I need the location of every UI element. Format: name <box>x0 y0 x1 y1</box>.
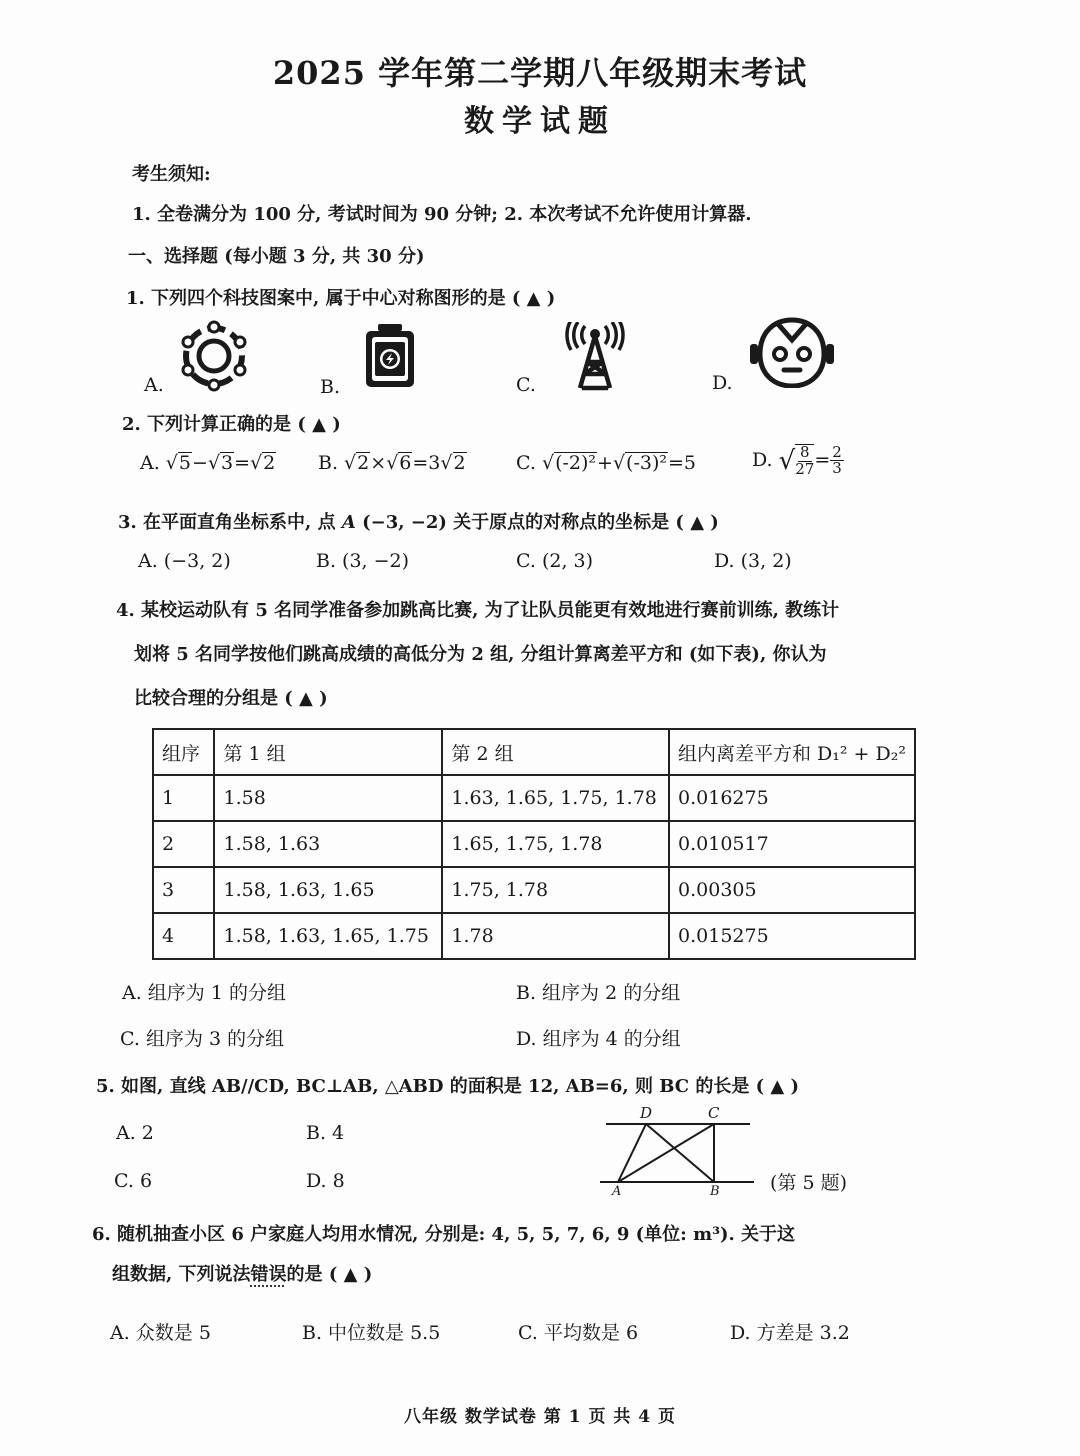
table-cell: 1.75, 1.78 <box>442 867 669 913</box>
q6-option-c: C. 平均数是 6 <box>518 1322 639 1344</box>
table-cell: 0.00305 <box>669 867 915 913</box>
q3-option-c: C. (2, 3) <box>516 550 594 572</box>
q5-label-b: B <box>710 1184 720 1199</box>
q5-label-d: D <box>640 1104 653 1122</box>
q2-c-root-2: (-3)² <box>626 452 667 474</box>
q2-a-root-2: 3 <box>221 452 234 474</box>
table-row <box>153 775 915 821</box>
q4-option-c: C. 组序为 3 的分组 <box>120 1028 285 1050</box>
table-cell: 3 <box>153 867 214 913</box>
q5-label-a: A <box>612 1184 622 1199</box>
table-header-cell: 组序 <box>153 729 214 775</box>
q2-a-op: − <box>192 452 208 474</box>
q3-option-b: B. (3, −2) <box>316 550 410 572</box>
q2-b-root-1: 2 <box>357 452 370 474</box>
q2-b-label: B. <box>318 452 339 474</box>
q2-b-root-3: 2 <box>453 452 466 474</box>
q2-b-eq: =3 <box>412 452 441 474</box>
q2-option-b: B. √2×√6=3√2 <box>318 452 466 474</box>
table-cell: 1.65, 1.75, 1.78 <box>442 821 669 867</box>
q1-option-a-label: A. <box>144 374 164 396</box>
table-row <box>153 821 915 867</box>
table-header-cell: 第 1 组 <box>214 729 442 775</box>
notice-heading: 考生须知: <box>132 164 211 185</box>
table-row <box>153 913 915 959</box>
table-cell: 1 <box>153 775 214 821</box>
table-cell: 1.78 <box>442 913 669 959</box>
q2-b-root-2: 6 <box>399 452 412 474</box>
q3-point-name: A <box>341 512 356 533</box>
q6-line-2 <box>112 1260 372 1286</box>
q5-figure-caption: (第 5 题) <box>770 1172 847 1194</box>
q6-line-2-post: 的是 ( ▲ ) <box>286 1264 373 1285</box>
q2-option-c: C. √(-2)²+√(-3)²=5 <box>516 452 697 474</box>
q2-d-denominator: 27 <box>795 459 815 478</box>
q4-option-b: B. 组序为 2 的分组 <box>516 982 681 1004</box>
q2-d-result <box>830 442 844 478</box>
table-cell: 1.58, 1.63, 1.65, 1.75 <box>214 913 442 959</box>
q2-d-result-den: 3 <box>832 459 842 478</box>
q2-a-root-1: 5 <box>178 452 192 474</box>
q1-option-b-label: B. <box>320 376 341 398</box>
q6-option-b: B. 中位数是 5.5 <box>302 1322 441 1344</box>
q2-c-op: + <box>597 452 613 474</box>
table-cell: 0.015275 <box>669 913 915 959</box>
table-cell: 1.58 <box>214 775 442 821</box>
q2-a-root-3: 2 <box>263 452 276 474</box>
q5-option-b: B. 4 <box>306 1122 345 1144</box>
q6-option-a: A. 众数是 5 <box>110 1322 211 1344</box>
q6-option-d: D. 方差是 3.2 <box>730 1322 850 1344</box>
q1-option-c-label: C. <box>516 374 536 396</box>
signal-tower-icon <box>560 322 630 396</box>
q3-stem <box>118 508 719 534</box>
q5-label-c: C <box>708 1104 720 1122</box>
q5-option-a: A. 2 <box>116 1122 154 1144</box>
table-cell: 1.58, 1.63 <box>214 821 442 867</box>
section-heading: 一、选择题 (每小题 3 分, 共 30 分) <box>128 246 425 267</box>
table-cell: 1.58, 1.63, 1.65 <box>214 867 442 913</box>
q5-option-d: D. 8 <box>306 1170 345 1192</box>
table-cell: 0.010517 <box>669 821 915 867</box>
q2-a-eq: = <box>234 452 251 474</box>
q4-option-d: D. 组序为 4 的分组 <box>516 1028 681 1050</box>
table-header-row <box>153 729 915 775</box>
q2-a-label: A. <box>140 452 160 474</box>
table-header-cell: 组内离差平方和 D₁² + D₂² <box>669 729 915 775</box>
q1-option-d-label: D. <box>712 372 733 394</box>
q1-stem: 1. 下列四个科技图案中, 属于中心对称图形的是 ( ▲ ) <box>126 288 556 309</box>
q5-stem: 5. 如图, 直线 AB//CD, BC⊥AB, △ABD 的面积是 12, AB=6, 则 BC 的长是 ( ▲ ) <box>96 1076 800 1097</box>
q4-line-3: 比较合理的分组是 ( ▲ ) <box>134 688 328 709</box>
q6-line-2-pre: 组数据, 下列说法 <box>112 1264 251 1285</box>
q4-option-a: A. 组序为 1 的分组 <box>122 982 286 1004</box>
q6-emphasis: 错误 <box>250 1264 287 1285</box>
notice-line: 1. 全卷满分为 100 分, 考试时间为 90 分钟; 2. 本次考试不允许使用计算器. <box>132 204 752 225</box>
q2-b-op: × <box>370 452 387 474</box>
orbit-ring-icon <box>176 318 252 398</box>
q6-line-1: 6. 随机抽查小区 6 户家庭人均用水情况, 分别是: 4, 5, 5, 7, 6, 9 (单位: m³). 关于这 <box>92 1224 796 1245</box>
table-cell: 1.63, 1.65, 1.75, 1.78 <box>442 775 669 821</box>
grouping-table <box>152 728 916 960</box>
robot-head-icon <box>748 316 836 392</box>
table-header-cell: 第 2 组 <box>442 729 669 775</box>
q2-c-root-1: (-2)² <box>555 452 597 474</box>
exam-subtitle: 数学试题 <box>464 104 616 139</box>
q2-c-eq: =5 <box>668 452 697 474</box>
q5-option-c: C. 6 <box>114 1170 153 1192</box>
table-cell: 0.016275 <box>669 775 915 821</box>
battery-icon <box>362 322 418 394</box>
table-cell: 2 <box>153 821 214 867</box>
q2-option-a: A. √5−√3=√2 <box>140 452 276 474</box>
q2-c-label: C. <box>516 452 536 474</box>
q2-d-result-num: 2 <box>832 442 842 461</box>
q2-d-numerator: 8 <box>800 443 810 461</box>
q3-stem-post: (−3, −2) 关于原点的对称点的坐标是 ( ▲ ) <box>355 512 719 533</box>
q2-stem: 2. 下列计算正确的是 ( ▲ ) <box>122 414 341 435</box>
q2-option-d: D. √ $\frac{8}{27}$ = $\frac{2}{3}$ <box>752 442 842 478</box>
q2-d-eq: = <box>814 448 831 471</box>
q3-option-d: D. (3, 2) <box>714 550 792 572</box>
q4-line-1: 4. 某校运动队有 5 名同学准备参加跳高比赛, 为了让队员能更有效地进行赛前训练, 教练计 <box>116 600 840 621</box>
q2-d-fraction <box>795 444 814 478</box>
table-row <box>153 867 915 913</box>
q3-option-a: A. (−3, 2) <box>138 550 231 572</box>
q5-figure <box>598 1102 768 1204</box>
table-cell: 4 <box>153 913 214 959</box>
q2-d-label: D. <box>752 448 773 471</box>
q3-stem-pre: 3. 在平面直角坐标系中, 点 <box>118 512 342 533</box>
q4-line-2: 划将 5 名同学按他们跳高成绩的高低分为 2 组, 分组计算离差平方和 (如下表), 你认为 <box>134 644 827 665</box>
exam-title: 2025 学年第二学期八年级期末考试 <box>272 54 808 92</box>
page-footer: 八年级 数学试卷 第 1 页 共 4 页 <box>403 1407 677 1427</box>
